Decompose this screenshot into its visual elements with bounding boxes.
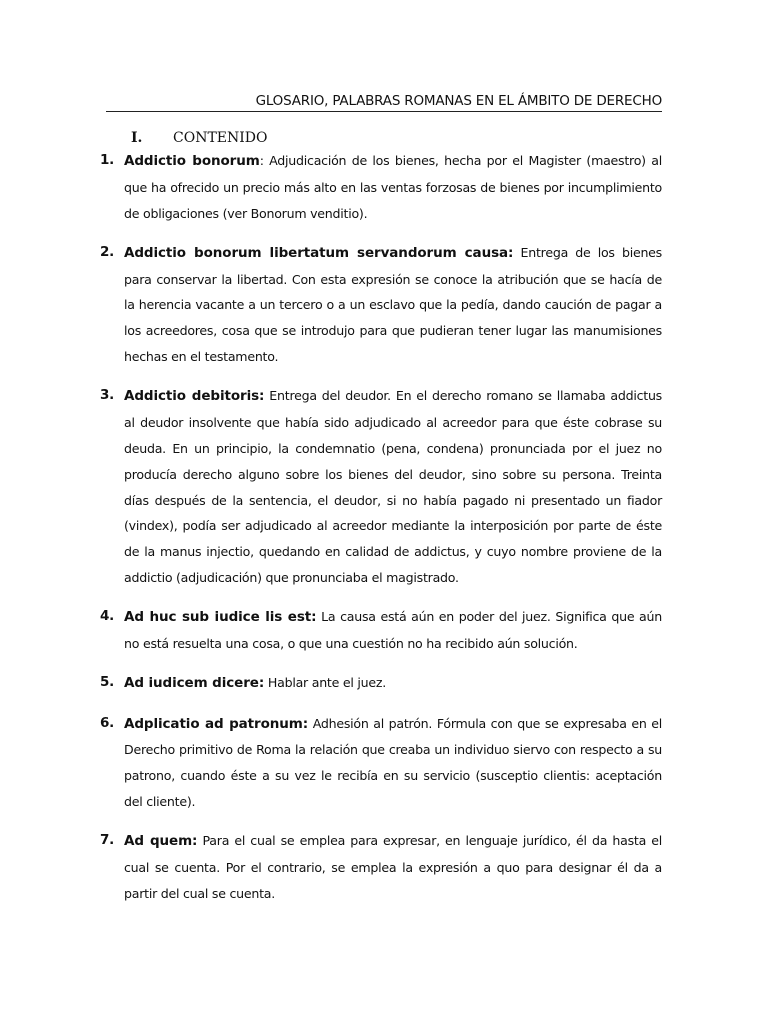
entry-number: 1. bbox=[100, 152, 115, 168]
entry-definition: Hablar ante el juez. bbox=[264, 675, 386, 691]
entry-definition: Para el cual se emplea para expresar, en lenguaje jurídico, él da hasta el cual se cuenta. Por el contrario, se emplea la expresión a quo para designar él da a partir del cual se cuenta. bbox=[124, 833, 662, 901]
entry-number: 7. bbox=[100, 832, 115, 849]
entry-definition: Entrega del deudor. En el derecho romano se llamaba addictus al deudor insolvente que había sido adjudicado al acreedor para que éste cobrase su deuda. En un principio, la condemnatio (pena, condena) pronunciada por el juez no producía derecho alguno sobre los bienes del deudor, sino sobre su persona. Treinta días después de la sentencia, el deudor, si no había pagado ni presentado un fiador (vindex), podía ser adjudicado al acreedor mediante la interposición por parte de éste de la manus injectio, quedando en calidad de addictus, y cuyo nombre proviene de la addictio (adjudicación) que pronunciaba el magistrado. bbox=[124, 388, 662, 585]
glossary-entry bbox=[100, 383, 662, 590]
glossary-entry bbox=[100, 828, 662, 906]
glossary-list bbox=[100, 148, 662, 920]
entry-definition: La causa está aún en poder del juez. Significa que aún no está resuelta una cosa, o que una cuestión no ha recibido aún solución. bbox=[124, 609, 662, 652]
entry-number: 3. bbox=[100, 387, 115, 404]
entry-term: Ad huc sub iudice lis est: bbox=[124, 609, 317, 626]
entry-definition: Adhesión al patrón. Fórmula con que se expresaba en el Derecho primitivo de Roma la relación que creaba un individuo siervo con respecto a su patrono, cuando éste a su vez le recibía en su servicio (susceptio clientis: aceptación del cliente). bbox=[124, 715, 663, 810]
glossary-entry bbox=[100, 711, 662, 815]
entry-number: 2. bbox=[100, 243, 115, 260]
page-header bbox=[106, 92, 662, 112]
entry-number: 5. bbox=[100, 674, 115, 691]
section-heading bbox=[131, 128, 267, 148]
entry-number: 6. bbox=[100, 714, 115, 731]
header-title: GLOSARIO, PALABRAS ROMANAS EN EL ÁMBITO DE DERECHO bbox=[255, 93, 662, 109]
entry-term: Ad quem: bbox=[124, 833, 198, 850]
entry-term: Addictio bonorum bbox=[124, 153, 260, 169]
entry-term: Ad iudicem dicere: bbox=[124, 675, 265, 692]
entry-term: Addictio debitoris: bbox=[124, 388, 265, 405]
glossary-entry bbox=[100, 148, 662, 226]
glossary-entry bbox=[100, 604, 662, 657]
entry-term: Addictio bonorum libertatum servandorum causa: bbox=[124, 244, 514, 261]
entry-definition: : Adjudicación de los bienes, hecha por el Magister (maestro) al que ha ofrecido un precio más alto en las ventas forzosas de bienes por incumplimiento de obligaciones (ver Bonorum venditio). bbox=[124, 153, 662, 221]
entry-term: Adplicatio ad patronum: bbox=[124, 715, 309, 732]
entry-definition: Entrega de los bienes para conservar la libertad. Con esta expresión se conoce la atribución que se hacía de la herencia vacante a un tercero o a un esclavo que la pedía, dando caución de pagar a los acreedores, cosa que se introdujo para que pudieran tener lugar las manumisiones hechas en el testamento. bbox=[124, 244, 662, 365]
section-number: I. bbox=[131, 130, 143, 146]
glossary-entry bbox=[100, 670, 662, 697]
section-title: CONTENIDO bbox=[173, 130, 268, 146]
entry-number: 4. bbox=[100, 608, 115, 625]
glossary-entry bbox=[100, 240, 662, 370]
